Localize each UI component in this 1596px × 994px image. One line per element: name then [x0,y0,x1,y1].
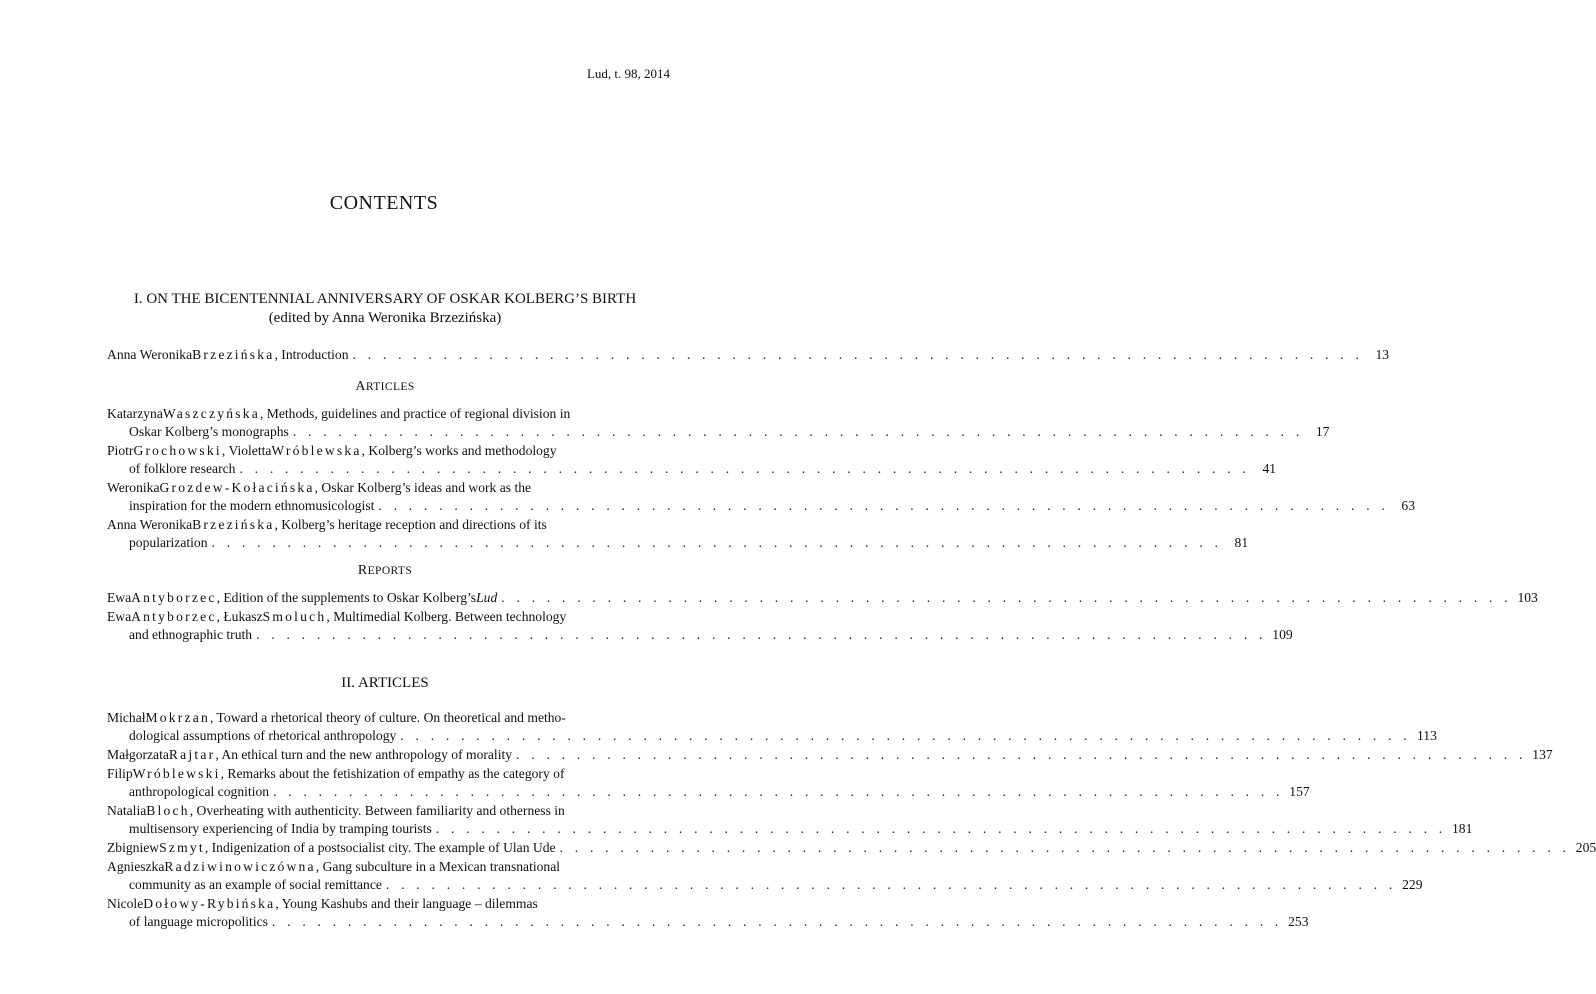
toc-entry[interactable]: Agnieszka Radziwinowiczówna , Gang subculture in a Mexican transnational community as an example of social remittance . . . . . . . . . . . . . . . . . . . . . . . . . . . . . . . . . . . . . . . . . . . . . . . . . . . . . . . . . . . . . . . . . . . 229 [107,858,670,895]
part-one-heading [100,290,670,328]
leader-dots: . . . . . . . . . . . . . . . . . . . . . . . . . . . . . . . . . . . . . . . . . . . . . . . . . . . . . . . . . . . . . . . . . . . [256,627,1267,643]
entry-author-first: Anna Weronika [107,347,193,362]
leader-dots: . . . . . . . . . . . . . . . . . . . . . . . . . . . . . . . . . . . . . . . . . . . . . . . . . . . . . . . . . . . . . . . . . . . [352,347,1364,362]
entry-title: , Gang subculture in a Mexican transnational [315,859,561,874]
entry-author-surname: Szmyt [159,840,205,855]
toc-entry[interactable]: Piotr Grochowski , Violetta Wróblewska , Kolberg’s works and methodology of folklore research . . . . . . . . . . . . . . . . . . . . . . . . . . . . . . . . . . . . . . . . . . . . . . . . . . . . . . . . . . . . . . . . . . . 41 [107,442,670,479]
entry-author-surname: Wróblewska [271,443,362,458]
reports-subheading: REPORTS [357,563,413,578]
toc-entry[interactable]: Natalia Bloch , Overheating with authenticity. Between familiarity and otherness in multisensory experiencing of India by tramping tourists . . . . . . . . . . . . . . . . . . . . . . . . . . . . . . . . . . . . . . . . . . . . . . . . . . . . . . . . . . . . . . . . . . . 181 [107,802,670,839]
entry-page: 41 [1262,461,1277,477]
entry-author-surname: Rajtar [168,747,216,762]
entry-title: , Edition of the supplements to Oskar Kolberg’s [216,590,477,605]
entry-page: 181 [1451,821,1473,837]
entry-author-surname: Brzezińska [192,347,275,362]
entry-page: 103 [1517,590,1538,605]
entry-author-surname: Waszczyńska [162,406,260,421]
leader-dots: . . . . . . . . . . . . . . . . . . . . . . . . . . . . . . . . . . . . . . . . . . . . . . . . . . . . . . . . . . . . . . . . . . . [385,877,1397,893]
entry-page: 205 [1575,840,1596,855]
leader-dots: . . . . . . . . . . . . . . . . . . . . . . . . . . . . . . . . . . . . . . . . . . . . . . . . . . . . . . . . . . . . . . . . . . . [271,914,1283,930]
leader-dots: . . . . . . . . . . . . . . . . . . . . . . . . . . . . . . . . . . . . . . . . . . . . . . . . . . . . . . . . . . . . . . . . . . . [273,784,1284,800]
entry-author-surname: Antyborzec [131,609,217,624]
entry-author-surname: Mokrzan [145,710,210,725]
entry-title-italic: Lud [476,590,498,605]
contents-title: CONTENTS [329,192,439,214]
journal-reference: Lud, t. 98, 2014 [586,66,670,81]
leader-dots: . . . . . . . . . . . . . . . . . . . . . . . . . . . . . . . . . . . . . . . . . . . . . . . . . . . . . . . . . . . . . . . . . . . [559,840,1571,855]
entry-title: , Remarks about the fetishization of empathy as the category of [220,766,565,781]
toc-entry[interactable]: Zbigniew Szmyt , Indigenization of a postsocialist city. The example of Ulan Ude . . . . . . . . . . . . . . . . . . . . . . . . . . . . . . . . . . . . . . . . . . . . . . . . . . . . . . . . . . . . . . . . . . . 205 [107,839,670,857]
entry-title: , Oskar Kolberg’s ideas and work as the [314,480,532,495]
entry-author-surname: Radziwinowiczówna [164,859,316,874]
entry-page: 13 [1375,347,1390,362]
part-one-heading-line2: (edited by Anna Weronika Brzezińska) [268,310,502,326]
leader-dots: . . . . . . . . . . . . . . . . . . . . . . . . . . . . . . . . . . . . . . . . . . . . . . . . . . . . . . . . . . . . . . . . . . . [501,590,1512,605]
entry-title: , An ethical turn and the new anthropology of morality [215,747,513,762]
entry-page: 113 [1417,728,1437,744]
leader-dots: . . . . . . . . . . . . . . . . . . . . . . . . . . . . . . . . . . . . . . . . . . . . . . . . . . . . . . . . . . . . . . . . . . . [211,535,1223,551]
toc-entry[interactable]: Weronika Grozdew-Kołacińska , Oskar Kolberg’s ideas and work as the inspiration for the modern ethnomusicologist . . . . . . . . . . . . . . . . . . . . . . . . . . . . . . . . . . . . . . . . . . . . . . . . . . . . . . . . . . . . . . . . . . . 63 [107,479,670,516]
entry-author-surname: Bloch [146,803,190,818]
entry-page: 81 [1234,535,1249,551]
entry-author-surname: Grochowski [133,443,222,458]
toc-entry[interactable]: Michał Mokrzan , Toward a rhetorical theory of culture. On theoretical and metho- dological assumptions of rhetorical anthropology . . . . . . . . . . . . . . . . . . . . . . . . . . . . . . . . . . . . . . . . . . . . . . . . . . . . . . . . . . . . . . . . . . . 113 [107,709,670,746]
toc-entry-introduction[interactable] [107,346,1390,364]
entry-title: , Methods, guidelines and practice of regional division in [259,406,571,421]
toc-entry[interactable]: Nicole Dołowy-Rybińska , Young Kashubs and their language – dilemmas of language micropolitics . . . . . . . . . . . . . . . . . . . . . . . . . . . . . . . . . . . . . . . . . . . . . . . . . . . . . . . . . . . . . . . . . . . 253 [107,895,670,932]
part-two-heading: II. ARTICLES [341,675,429,691]
leader-dots: . . . . . . . . . . . . . . . . . . . . . . . . . . . . . . . . . . . . . . . . . . . . . . . . . . . . . . . . . . . . . . . . . . . [435,821,1447,837]
toc-entry[interactable]: Katarzyna Waszczyńska , Methods, guidelines and practice of regional division in Oskar Kolberg’s monographs . . . . . . . . . . . . . . . . . . . . . . . . . . . . . . . . . . . . . . . . . . . . . . . . . . . . . . . . . . . . . . . . . . . 17 [107,405,670,442]
entry-author-surname: Grozdew-Kołacińska [159,480,315,495]
part-one-heading-line1: I. ON THE BICENTENNIAL ANNIVERSARY OF OSKAR KOLBERG’S BIRTH [133,291,637,307]
entry-page: 229 [1402,877,1423,893]
entry-page: 17 [1315,424,1330,440]
toc-entry[interactable]: Ewa Antyborzec , Łukasz Smoluch , Multimedial Kolberg. Between technology and ethnographic truth . . . . . . . . . . . . . . . . . . . . . . . . . . . . . . . . . . . . . . . . . . . . . . . . . . . . . . . . . . . . . . . . . . . 109 [107,608,670,645]
leader-dots: . . . . . . . . . . . . . . . . . . . . . . . . . . . . . . . . . . . . . . . . . . . . . . . . . . . . . . . . . . . . . . . . . . . [400,728,1411,744]
entry-page: 253 [1288,914,1309,930]
entry-title: , Indigenization of a postsocialist city. The example of Ulan Ude [204,840,556,855]
entry-title: , Multimedial Kolberg. Between technology [326,609,567,624]
leader-dots: . . . . . . . . . . . . . . . . . . . . . . . . . . . . . . . . . . . . . . . . . . . . . . . . . . . . . . . . . . . . . . . . . . . [239,461,1251,477]
entry-author-surname: Wróblewski [132,766,221,781]
entry-title: , Overheating with authenticity. Between familiarity and otherness in [189,803,565,818]
entry-author-surname: Brzezińska [192,517,275,532]
leader-dots: . . . . . . . . . . . . . . . . . . . . . . . . . . . . . . . . . . . . . . . . . . . . . . . . . . . . . . . . . . . . . . . . . . . [292,424,1304,440]
entry-page: 157 [1289,784,1310,800]
entry-page: 109 [1272,627,1293,643]
articles-subheading: ARTICLES [355,379,415,394]
entry-title: , Kolberg’s works and methodology [361,443,557,458]
toc-entry[interactable]: Anna Weronika Brzezińska , Kolberg’s heritage reception and directions of its popularization . . . . . . . . . . . . . . . . . . . . . . . . . . . . . . . . . . . . . . . . . . . . . . . . . . . . . . . . . . . . . . . . . . . 81 [107,516,670,553]
leader-dots: . . . . . . . . . . . . . . . . . . . . . . . . . . . . . . . . . . . . . . . . . . . . . . . . . . . . . . . . . . . . . . . . . . . [378,498,1389,514]
entry-author-surname: Dołowy-Rybińska [143,896,276,911]
entry-title: , Young Kashubs and their language – dilemmas [275,896,538,911]
entry-title: , Introduction [274,347,349,362]
entry-page: 137 [1532,747,1553,762]
entry-author-surname: Antyborzec [131,590,217,605]
entry-page: 63 [1401,498,1415,514]
toc-entry[interactable]: Ewa Antyborzec , Edition of the supplements to Oskar Kolberg’s Lud . . . . . . . . . . . . . . . . . . . . . . . . . . . . . . . . . . . . . . . . . . . . . . . . . . . . . . . . . . . . . . . . . . . 103 [107,589,670,607]
entry-title: , Toward a rhetorical theory of culture. On theoretical and metho- [210,710,566,725]
entry-author-surname: Smoluch [262,609,327,624]
toc-entry[interactable]: Filip Wróblewski , Remarks about the fetishization of empathy as the category of anthropological cognition . . . . . . . . . . . . . . . . . . . . . . . . . . . . . . . . . . . . . . . . . . . . . . . . . . . . . . . . . . . . . . . . . . . 157 [107,765,670,802]
toc-entry[interactable]: Małgorzata Rajtar , An ethical turn and the new anthropology of morality . . . . . . . . . . . . . . . . . . . . . . . . . . . . . . . . . . . . . . . . . . . . . . . . . . . . . . . . . . . . . . . . . . . 137 [107,746,670,764]
leader-dots: . . . . . . . . . . . . . . . . . . . . . . . . . . . . . . . . . . . . . . . . . . . . . . . . . . . . . . . . . . . . . . . . . . . [516,747,1527,762]
entry-title: , Kolberg’s heritage reception and directions of its [274,517,547,532]
